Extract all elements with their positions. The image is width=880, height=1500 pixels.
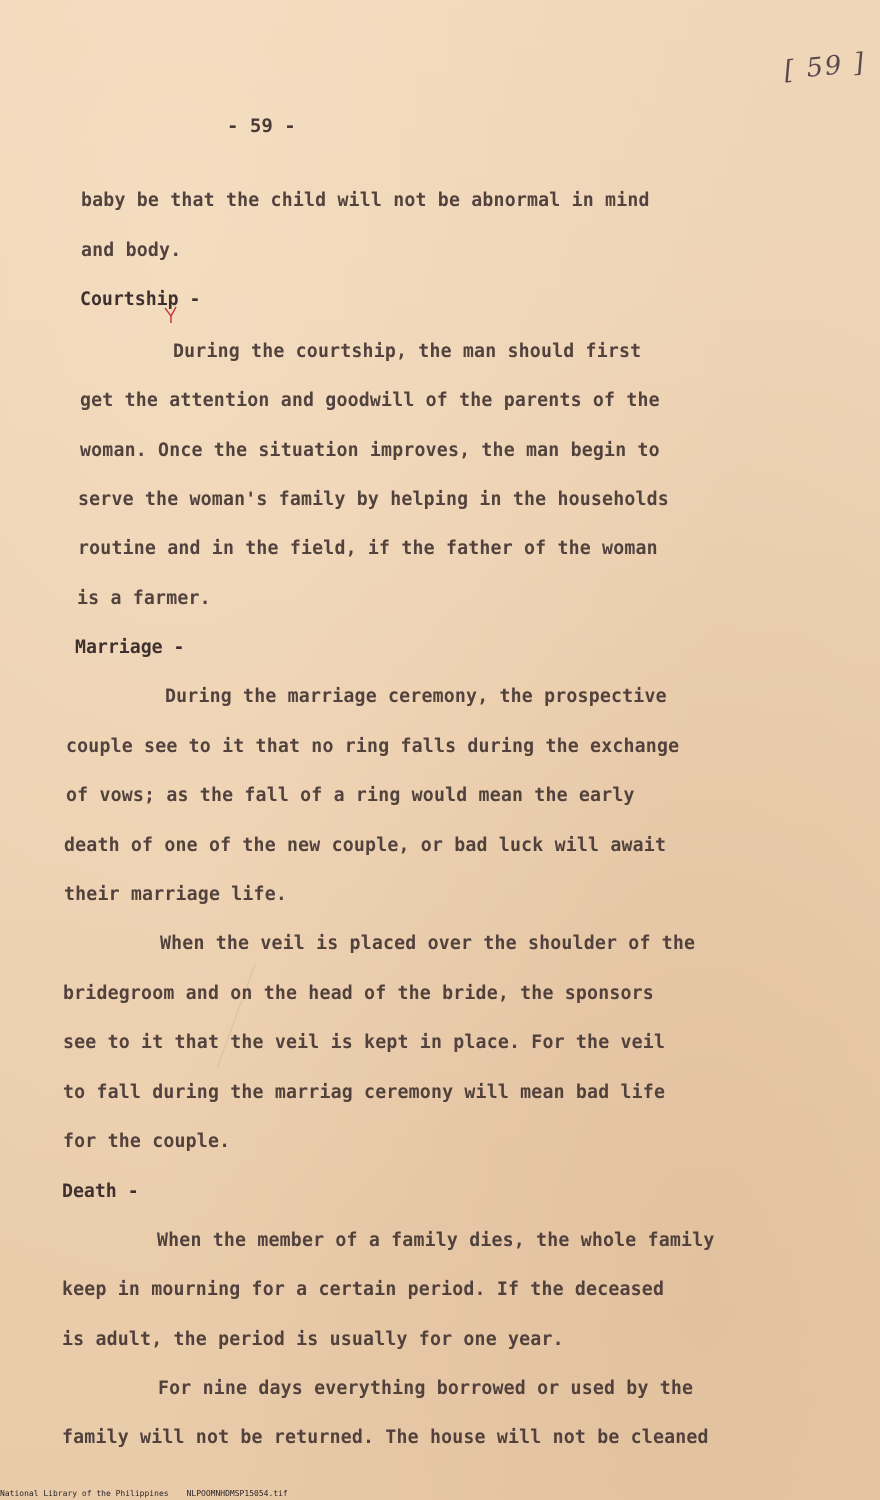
- text-line: routine and in the field, if the father of the woman: [78, 538, 658, 559]
- text-line: is adult, the period is usually for one year.: [62, 1329, 564, 1350]
- footer-library-name: National Library of the Philippines: [0, 1489, 169, 1498]
- section-heading-death: Death -: [62, 1181, 139, 1202]
- text-line: of vows; as the fall of a ring would mean the early: [66, 785, 635, 806]
- footer-file-id: NLPOOMNHDMSP15054.tif: [186, 1489, 288, 1498]
- text-line: During the courtship, the man should first: [173, 341, 642, 362]
- text-line: woman. Once the situation improves, the man begin to: [80, 440, 660, 461]
- text-line: When the veil is placed over the shoulder of the: [160, 933, 696, 954]
- archive-footer: [0, 1489, 288, 1498]
- text-line: see to it that the veil is kept in place. For the veil: [63, 1032, 666, 1053]
- section-heading-marriage: Marriage -: [75, 637, 185, 658]
- text-line: baby be that the child will not be abnormal in mind: [81, 190, 650, 211]
- text-line: serve the woman's family by helping in the households: [78, 489, 669, 510]
- text-line: family will not be returned. The house will not be cleaned: [62, 1427, 709, 1448]
- text-line: couple see to it that no ring falls during the exchange: [66, 736, 680, 757]
- text-line: to fall during the marriag ceremony will mean bad life: [63, 1082, 666, 1103]
- text-line: keep in mourning for a certain period. If the deceased: [62, 1279, 665, 1300]
- text-line: When the member of a family dies, the whole family: [157, 1230, 715, 1251]
- text-line: for the couple.: [63, 1131, 231, 1152]
- text-line: death of one of the new couple, or bad luck will await: [64, 835, 667, 856]
- page-number: - 59 -: [227, 115, 296, 137]
- text-line: bridegroom and on the head of the bride, the sponsors: [63, 983, 654, 1004]
- text-line: and body.: [81, 240, 182, 261]
- text-line: For nine days everything borrowed or used by the: [158, 1378, 694, 1399]
- archive-page-mark: [ 59 ]: [782, 47, 868, 87]
- text-line: is a farmer.: [77, 588, 211, 609]
- text-line: their marriage life.: [64, 884, 287, 905]
- check-mark-icon: [164, 306, 178, 324]
- text-line: During the marriage ceremony, the prospective: [165, 686, 667, 707]
- text-line: get the attention and goodwill of the parents of the: [80, 390, 660, 411]
- section-heading-courtship: Courtship -: [80, 289, 201, 310]
